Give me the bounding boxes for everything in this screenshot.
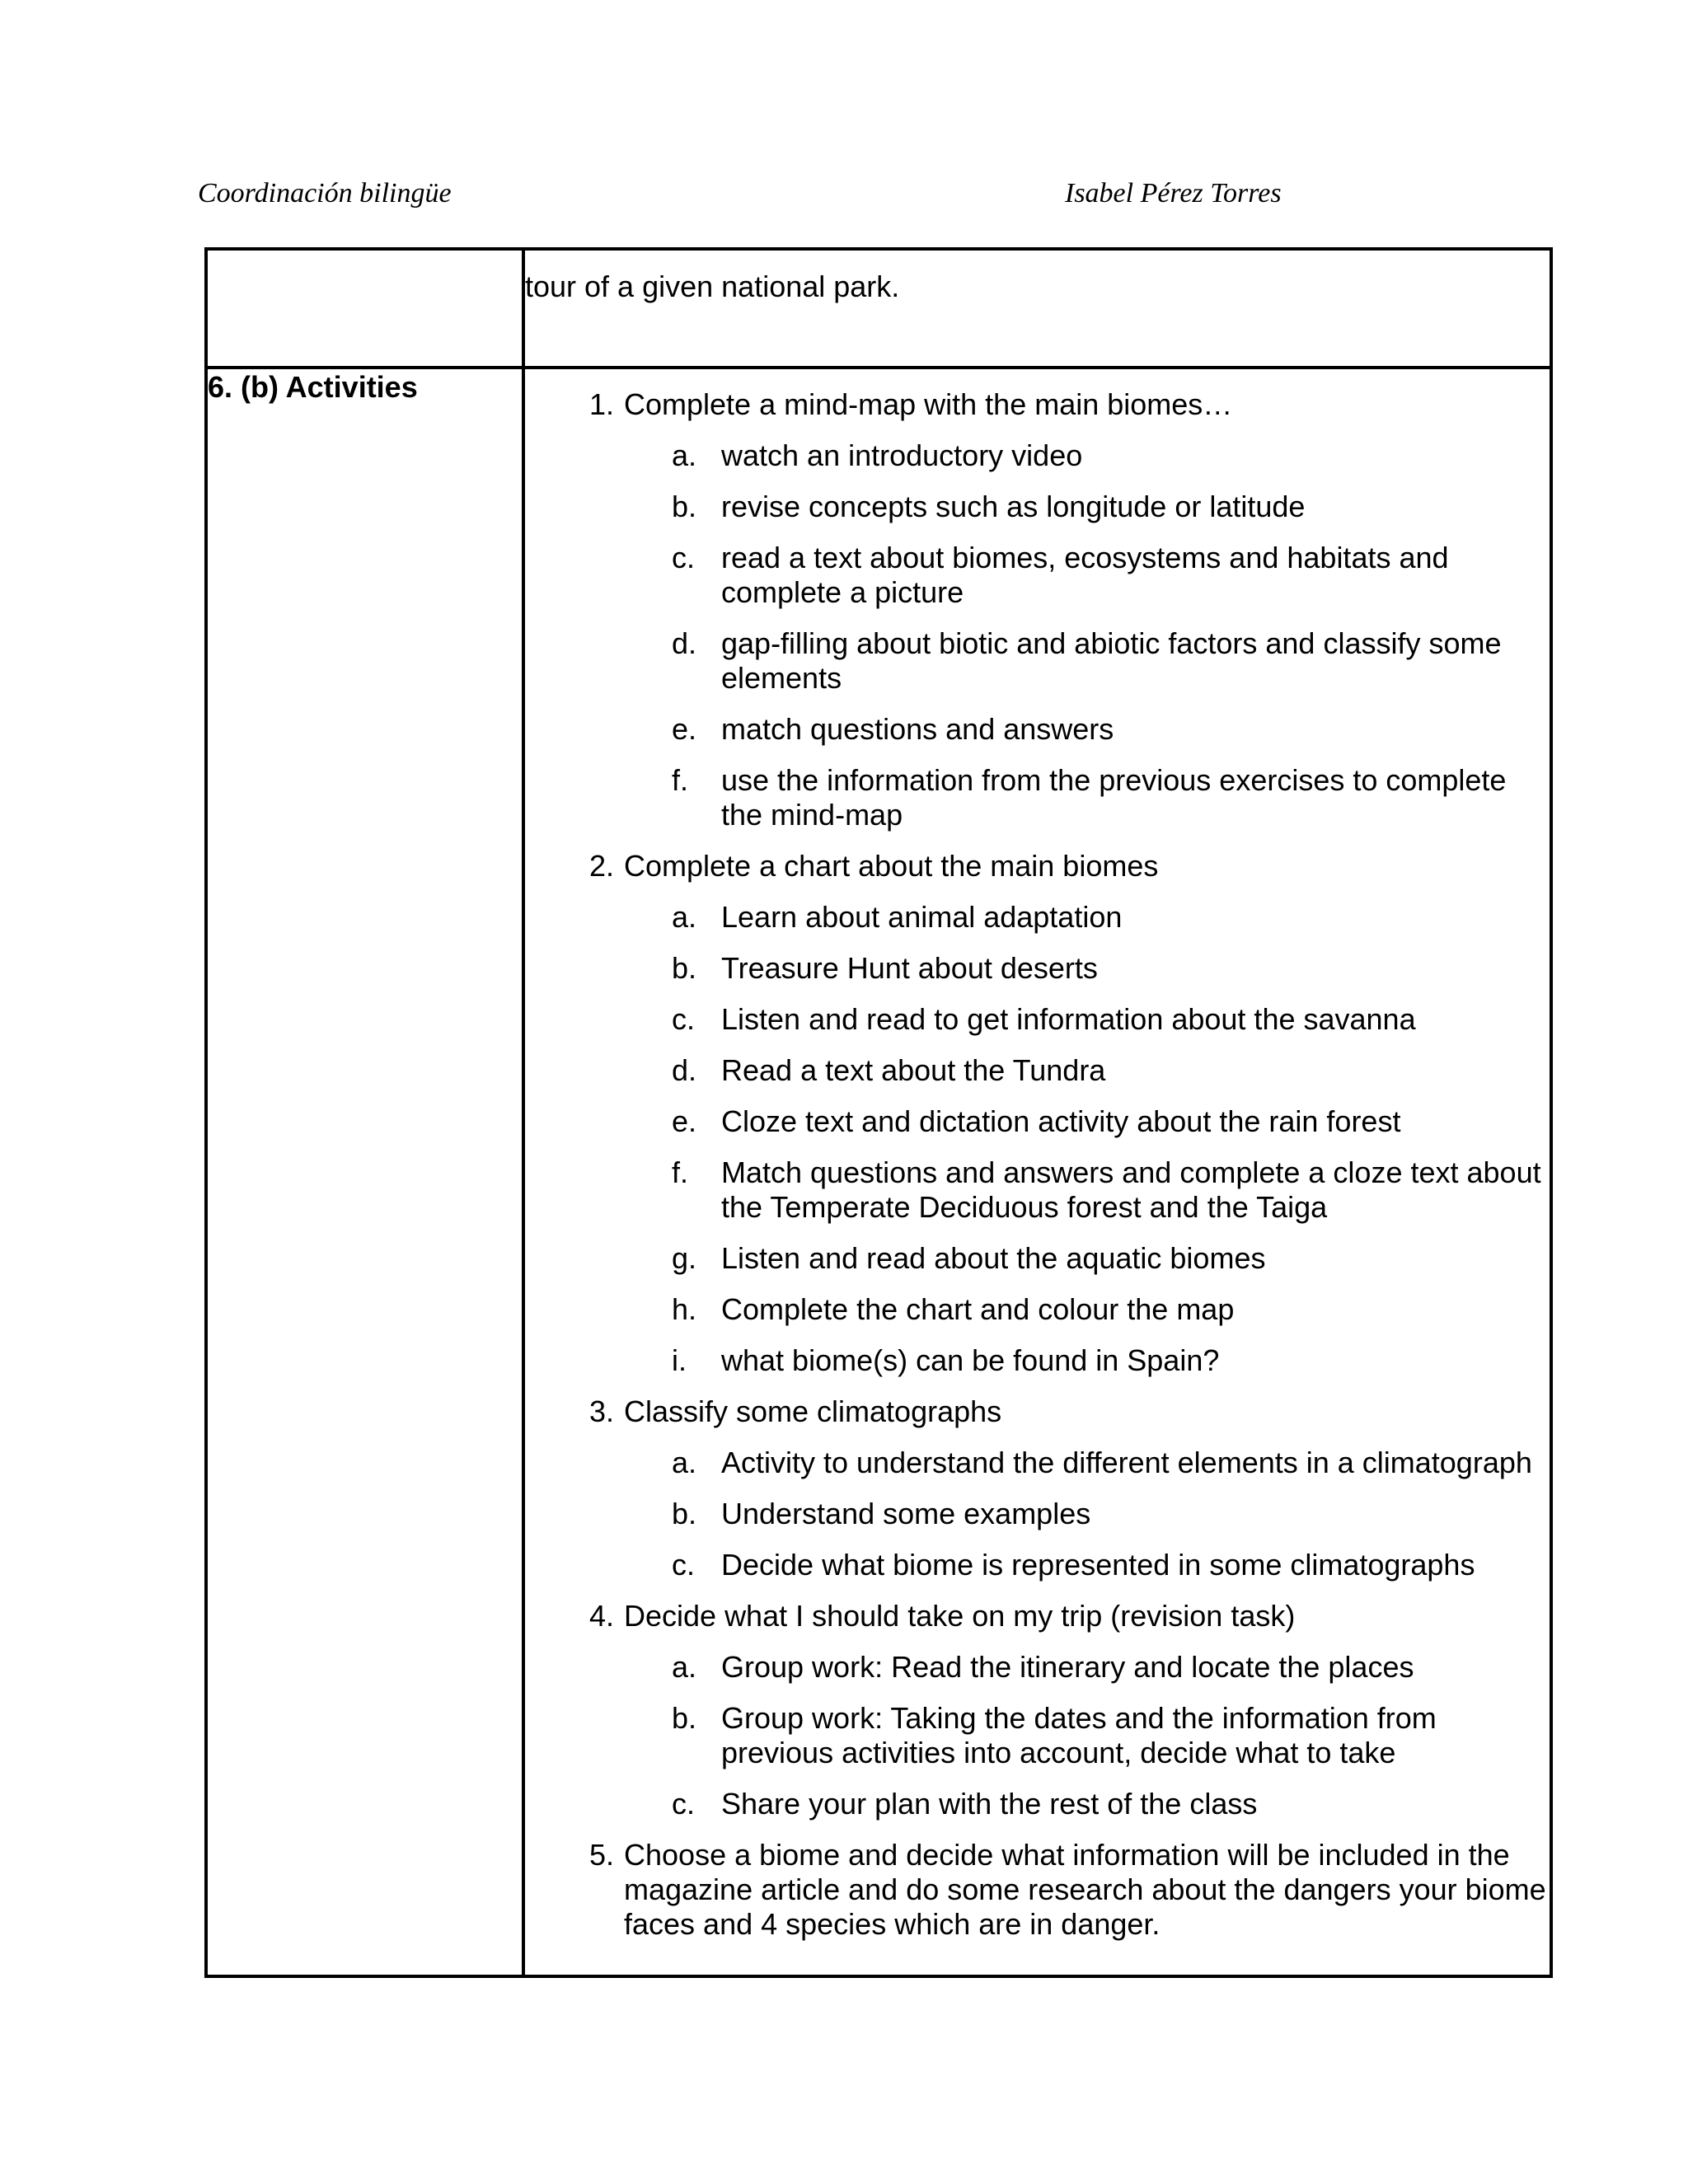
sub-activity-item (525, 712, 1550, 747)
sub-activity-text: revise concepts such as longitude or latitude (721, 490, 1306, 523)
sub-activity-text: Group work: Taking the dates and the information from previous activities into account, decide what to take (721, 1701, 1437, 1769)
activities-list (525, 369, 1550, 1975)
sub-activity-item (525, 1292, 1550, 1327)
sub-activity-item (525, 763, 1550, 832)
sub-activity-letter: c. (672, 1787, 696, 1821)
sub-activity-text: Cloze text and dictation activity about the rain forest (721, 1104, 1401, 1138)
sub-activity-item (525, 541, 1550, 610)
empty-label-cell (206, 249, 523, 368)
sub-activity-letter: a. (672, 1446, 697, 1479)
sub-activity-item (525, 1548, 1550, 1582)
sub-activity-item (525, 626, 1550, 696)
sub-activity-item (525, 1053, 1550, 1088)
continued-text: tour of a given national park. (525, 269, 900, 303)
activity-text: Complete a mind-map with the main biomes… (624, 387, 1233, 421)
sub-activity-item (525, 951, 1550, 986)
section-label-cell (206, 368, 523, 1976)
sub-activity-letter: c. (672, 1002, 696, 1036)
activity-number: 2. (588, 849, 614, 883)
sub-activity-item (525, 900, 1550, 935)
sub-activity-letter: b. (672, 951, 697, 985)
sub-activity-letter: h. (672, 1292, 697, 1326)
activity-number: 1. (588, 387, 614, 421)
sub-activity-text: Understand some examples (721, 1497, 1091, 1530)
sub-activity-letter: e. (672, 1104, 697, 1138)
sub-activity-text: gap-filling about biotic and abiotic factors and classify some elements (721, 626, 1502, 695)
sub-activity-text: Match questions and answers and complete a cloze text about the Temperate Deciduous forest and the Taiga (721, 1155, 1541, 1224)
sub-activity-letter: g. (672, 1241, 697, 1275)
activities-cell (523, 368, 1551, 1976)
activities-table (204, 247, 1553, 1978)
sub-activity-letter: a. (672, 438, 697, 472)
table-row (206, 249, 1551, 368)
sub-activity-item (525, 1104, 1550, 1139)
sub-activity-letter: d. (672, 1053, 697, 1087)
sub-activity-letter: i. (672, 1343, 687, 1377)
sub-activity-text: Complete the chart and colour the map (721, 1292, 1235, 1326)
activity-item (525, 1838, 1550, 1942)
sub-activity-item (525, 1155, 1550, 1225)
activity-number: 5. (588, 1838, 614, 1872)
continued-cell (523, 249, 1551, 368)
sub-activity-text: watch an introductory video (721, 438, 1083, 472)
sub-activity-text: Group work: Read the itinerary and locate the places (721, 1650, 1414, 1684)
sub-activity-letter: b. (672, 490, 697, 523)
sub-activity-letter: e. (672, 712, 697, 746)
activity-item (525, 1394, 1550, 1429)
section-label: 6. (b) Activities (208, 370, 418, 404)
sub-activity-item (525, 490, 1550, 524)
sub-activity-item (525, 438, 1550, 473)
sub-activity-letter: a. (672, 900, 697, 934)
sub-activity-letter: b. (672, 1497, 697, 1530)
table-row (206, 368, 1551, 1976)
sub-activity-item (525, 1241, 1550, 1276)
sub-activity-item (525, 1497, 1550, 1531)
sub-activity-letter: a. (672, 1650, 697, 1684)
sub-activity-letter: b. (672, 1701, 697, 1735)
sub-activity-letter: c. (672, 541, 696, 574)
sub-activity-text: Decide what biome is represented in some climatographs (721, 1548, 1475, 1582)
activity-text: Decide what I should take on my trip (revision task) (624, 1599, 1296, 1633)
sub-activity-text: Learn about animal adaptation (721, 900, 1123, 934)
sub-activity-item (525, 1446, 1550, 1480)
activity-number: 3. (588, 1394, 614, 1428)
sub-activity-letter: f. (672, 1155, 689, 1189)
header-right: Isabel Pérez Torres (1065, 178, 1282, 209)
sub-activity-item (525, 1787, 1550, 1821)
sub-activity-text: what biome(s) can be found in Spain? (721, 1343, 1220, 1377)
sub-activity-text: Treasure Hunt about deserts (721, 951, 1098, 985)
sub-activity-text: Listen and read about the aquatic biomes (721, 1241, 1266, 1275)
sub-activity-item (525, 1701, 1550, 1770)
activity-item (525, 1599, 1550, 1633)
sub-activity-letter: d. (672, 626, 697, 660)
sub-activity-text: Share your plan with the rest of the class (721, 1787, 1258, 1821)
sub-activity-text: read a text about biomes, ecosystems and habitats and complete a picture (721, 541, 1449, 609)
sub-activity-text: Read a text about the Tundra (721, 1053, 1106, 1087)
sub-activity-text: match questions and answers (721, 712, 1114, 746)
sub-activity-item (525, 1343, 1550, 1378)
sub-activity-text: Activity to understand the different elements in a climatograph (721, 1446, 1532, 1479)
activity-text: Complete a chart about the main biomes (624, 849, 1159, 883)
activity-number: 4. (588, 1599, 614, 1633)
sub-activity-text: Listen and read to get information about the savanna (721, 1002, 1416, 1036)
activity-item (525, 387, 1550, 422)
sub-activity-text: use the information from the previous exercises to complete the mind-map (721, 763, 1507, 832)
activity-item (525, 849, 1550, 883)
header-left: Coordinación bilingüe (198, 178, 452, 209)
sub-activity-item (525, 1650, 1550, 1685)
sub-activity-letter: c. (672, 1548, 696, 1582)
sub-activity-letter: f. (672, 763, 689, 797)
activity-text: Choose a biome and decide what information will be included in the magazine article and do some research about the dangers your biome faces and 4 species which are in danger. (624, 1838, 1546, 1941)
sub-activity-item (525, 1002, 1550, 1037)
activity-text: Classify some climatographs (624, 1394, 1002, 1428)
